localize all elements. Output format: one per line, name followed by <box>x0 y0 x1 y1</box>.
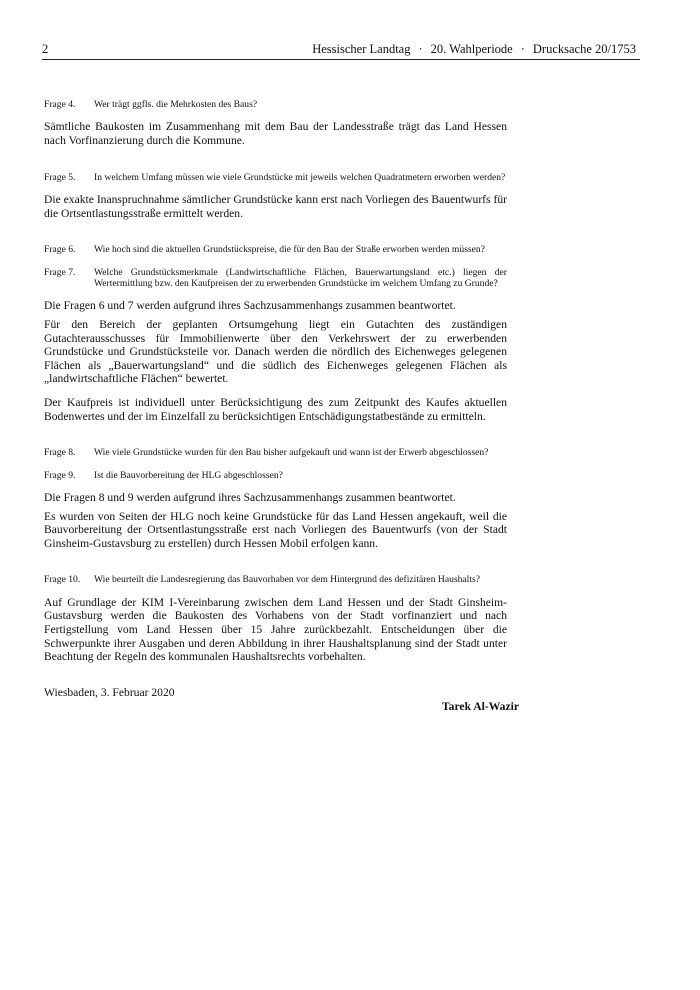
header-separator: · <box>418 42 423 56</box>
question-text: Wie viele Grundstücke wurden für den Bau bisher aufgekauft und wann ist der Erwerb abgeschlossen? <box>94 447 489 459</box>
question-label: Frage 4. <box>44 99 76 110</box>
answer-paragraph: Die Fragen 8 und 9 werden aufgrund ihres Sachzusammenhangs zusammen beantwortet. <box>44 490 456 504</box>
question-8 <box>44 447 507 458</box>
question-label: Frage 8. <box>44 447 76 459</box>
answer-paragraph: Die Fragen 6 und 7 werden aufgrund ihres Sachzusammenhangs zusammen beantwortet. <box>44 299 456 313</box>
header-period: 20. Wahlperiode <box>430 42 513 56</box>
question-text: Wie beurteilt die Landesregierung das Bauvorhaben vor dem Hintergrund des defizitären Haushalts? <box>94 574 480 586</box>
header-document-number: Drucksache 20/1753 <box>532 42 636 56</box>
question-label: Frage 6. <box>44 244 76 256</box>
question-6 <box>44 244 507 255</box>
answer-paragraph: Sämtliche Baukosten im Zusammenhang mit dem Bau der Landesstraße trägt das Land Hessen nach Vorfinanzierung durch die Kommune. <box>44 120 507 147</box>
question-text: In welchem Umfang müssen wie viele Grundstücke mit jeweils welchen Quadratmetern erworben werden? <box>94 171 506 183</box>
question-text: Ist die Bauvorbereitung der HLG abgeschlossen? <box>94 469 283 481</box>
page-number: 2 <box>42 42 49 56</box>
question-4 <box>44 99 507 110</box>
question-text: Wie hoch sind die aktuellen Grundstückspreise, die für den Bau der Straße erworben werden müssen? <box>94 244 485 256</box>
closing-block <box>44 685 519 726</box>
place-date: Wiesbaden, 3. Februar 2020 <box>44 685 175 699</box>
header-separator: · <box>520 42 525 56</box>
question-9 <box>44 470 507 481</box>
answer-paragraph: Es wurden von Seiten der HLG noch keine Grundstücke für das Land Hessen angekauft, weil die Bauvorbereitung der Ortsentlastungsstraße erst nach Vorliegen des Bauentwurfs (von der Stadt Ginsheim-Gustavsburg zu erstellen) durch Hessen Mobil erfolgen kann. <box>44 509 507 550</box>
question-label: Frage 10. <box>44 574 81 586</box>
running-header <box>312 42 636 57</box>
question-label: Frage 9. <box>44 469 76 481</box>
question-label: Frage 5. <box>44 171 76 183</box>
question-text: Wer trägt ggfls. die Mehrkosten des Baus? <box>94 99 258 110</box>
answer-paragraph: Auf Grundlage der KIM I-Vereinbarung zwischen dem Land Hessen und der Stadt Ginsheim-Gustavsburg werden die Baukosten des Vorhabens von der Stadt vorfinanziert und nach Fertigstellung vom Land Hessen über 15 Jahre zurückbezahlt. Entscheidungen über die Schwerpunkte ihrer Ausgaben und deren Abbildung in ihrer Haushaltsplanung sind der Stadt unter Beachtung der Regeln des kommunalen Haushaltsrechts vorbehalten. <box>44 595 507 664</box>
question-text: Welche Grundstücksmerkmale (Landwirtschaftliche Flächen, Bauerwartungsland etc.) liegen der Wertermittlung bzw. den Kaufpreisen der zu erwerbenden Grundstücke im welchem Umfang zu Grunde? <box>94 266 507 289</box>
question-5 <box>44 172 507 183</box>
header-parliament: Hessischer Landtag <box>312 42 411 56</box>
question-label: Frage 7. <box>44 266 76 278</box>
document-body <box>44 99 519 726</box>
question-7 <box>44 267 507 290</box>
header-rule <box>42 59 640 60</box>
page-header <box>42 42 640 60</box>
answer-paragraph: Die exakte Inanspruchnahme sämtlicher Grundstücke kann erst nach Vorliegen des Bauentwurfs für die Ortsentlastungsstraße ermittelt werden. <box>44 193 507 220</box>
question-10 <box>44 574 507 585</box>
signature-name: Tarek Al-Wazir <box>442 699 519 713</box>
answer-paragraph: Für den Bereich der geplanten Ortsumgehung liegt ein Gutachten des zuständigen Gutachterausschusses für Immobilienwerte über den Verkehrswert der zu erwerbenden Grundstücke und Grundstücksteile vor. Danach werden die nördlich des Eichenweges gelegenen Flächen als „Bauerwartungsland“ und die südlich des Eichenweges gelegenen Flächen als „landwirtschaftliche Flächen“ bewertet. <box>44 318 507 386</box>
answer-paragraph: Der Kaufpreis ist individuell unter Berücksichtigung des zum Zeitpunkt des Kaufes aktuellen Bodenwertes und der im Einzelfall zu berücksichtigen Entschädigungstatbestände zu ermitteln. <box>44 395 507 423</box>
